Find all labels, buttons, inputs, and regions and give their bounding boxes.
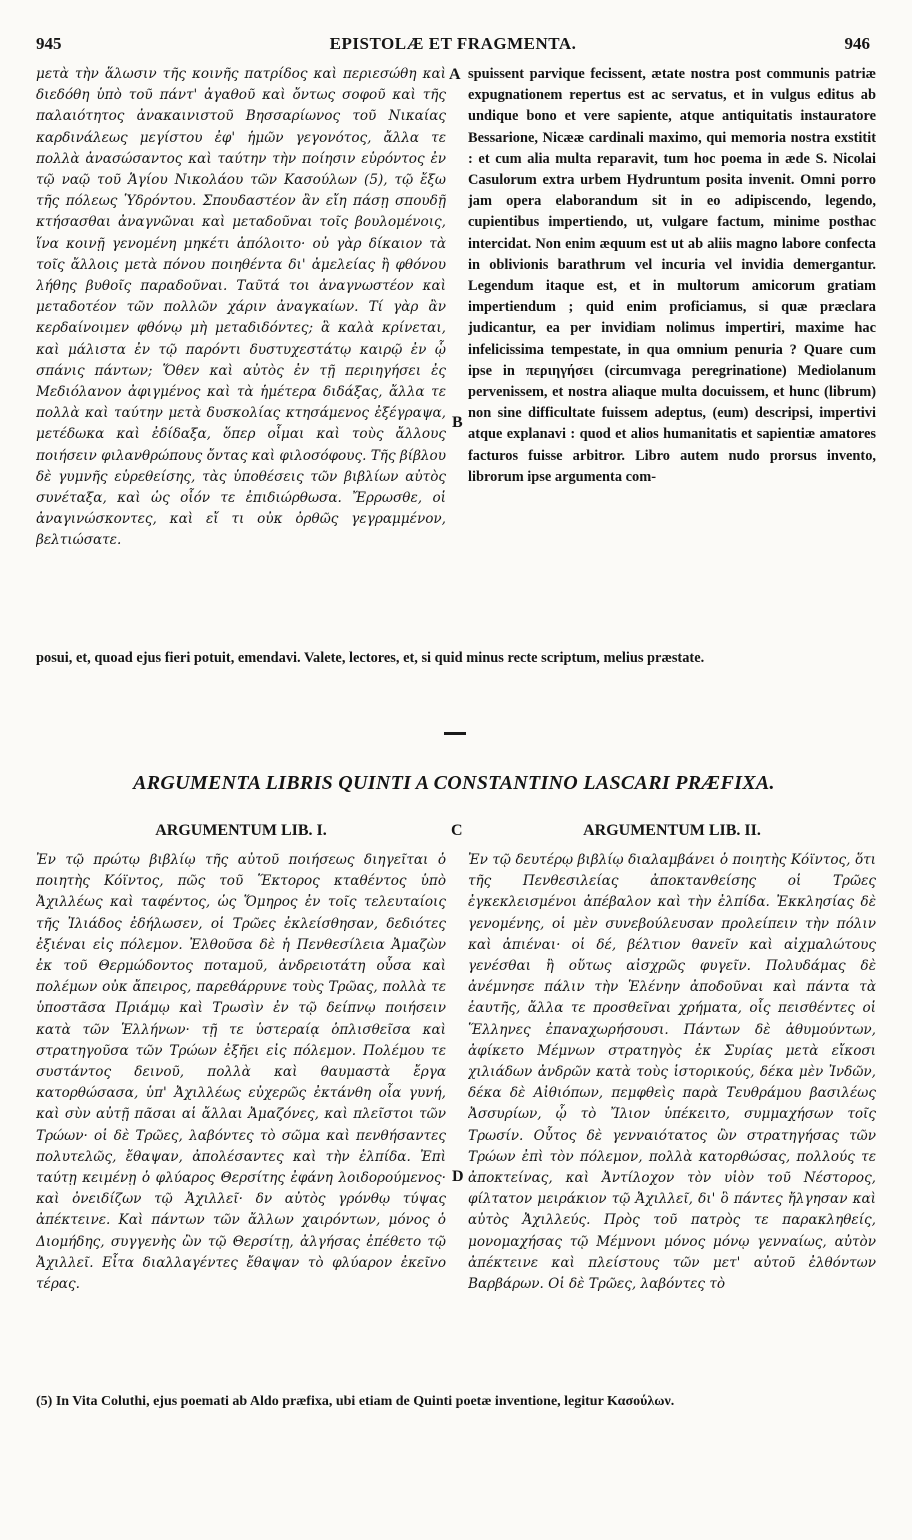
argument-book-2-text: Ἐν τῷ δευτέρῳ βιβλίῳ διαλαμβάνει ὁ ποιητὴς Κόϊντος, ὅτι τῆς Πενθεσιλείας ἀποκτανθείσης οἱ Τρῶες ἐγκεκλεισμένοι ἀπέβαλον καὶ τὴν ἐλπίδα. Ἐκκλησίας δὲ γενομένης, οἱ μὲν συνεβούλευσαν προλείπειν τὴν πόλιν καὶ ἀπιέναι· οἱ δέ, βέλτιον θανεῖν καὶ αἰχμαλώτους γενέσθαι ἢ οὕτως αἰσχρῶς φυγεῖν. Πολυδάμας δὲ ἀνέμνησε πάλιν τὴν Ἑλένην ἀποδοῦναι καὶ πάντα τὰ ἑαυτῆς, ἄλλα τε προσθεῖναι χρήματα, οἷς πεισθέντες οἱ Ἕλληνες ἐπαναχωρήσουσι. Πάντων δὲ ἀθυμούντων, ἀφίκετο Μέμνων στρατηγὸς ἐκ Συρίας μετὰ εἴκοσι χιλιάδων ἀνδρῶν κατὰ τοὺς ἱστορικούς, δέκα μὲν Ἰνδῶν, δέκα δὲ Αἰθιόπων, πεμφθεὶς παρὰ Τευθράμου βασιλέως Ἀσσυρίων, ᾧ τὸ Ἴλιον ὑπέκειτο, συμμαχήσων τοῖς Τρωσίν. Οὗτος δὲ γενναιότατος ὢν στρατηγήσας τῶν Τρώων ἐπὶ τὸν πόλεμον, πολλὰ κατορθώσας, πολλούς τε ἀποκτείνας, καὶ Ἀντίλοχον τὸν υἱὸν τοῦ Νέστορος, φίλτατον μειράκιον τῷ Ἀχιλλεῖ, δι' ὃ πάντες ἤλγησαν καὶ αὐτὸς Ἀχιλλεύς. Πρὸς τοῦ πατρὸς τε παρακληθείς, μονομαχήσας τῷ Μέμνονι μόνος μόνῳ γενναίως, αὐτὸν ἀπέκτεινε καὶ πλείστους τῶν μετ' αὐτοῦ ἐλθόντων Βαρβάρων. Οἱ δὲ Τρῶες, λαβόντες τὸ xyxy=(468,852,876,1293)
running-title: EPISTOLÆ ET FRAGMENTA. xyxy=(329,34,577,53)
margin-marker-d: D xyxy=(452,1168,464,1185)
section-title: ARGUMENTA LIBRIS QUINTI A CONSTANTINO LASCARI PRÆFIXA. xyxy=(133,772,775,794)
margin-marker-b: B xyxy=(452,414,463,431)
latin-epistle-column: spuissent parvique fecissent, ætate nostra post communis patriæ expugnationem repertus est ac servatus, et in vulgus editus ab undique bono et vere sapiente, atque antiquitatis instauratore Bessarione, Nicææ cardinali maximo, qui memoria nostra exstitit : et cum alia multa reparavit, tum hoc poema in æde S. Nicolai Casulorum extra urbem Hydruntum posita invenit. Omni porro jam opera elaborandum sit in eo adipiscendo, legendo, cupientibus impertiendo, ut, vulgare factum, minime posthac intercidat. Non enim æquum est ut ab aliis magno labore confecta in oblivionis barathrum vel incuria vel invidia demergantur. Legendum itaque est, et in multorum amicorum gratiam impertiendum ; quid enim proficiamus, si quæ præclara judicantur, ea per invidiam nolimus impertiri, maxime hac infelicissima tempestate, in qua omnium penuria ? Quare cum ipse in περιηγήσει (circumvaga peregrinatione) Mediolanum pervenissem, et nostra aliaque multa docuissem, et hunc (librum) non sine difficultate fuissem adeptus, (eum) descripsi, impertivi atque explanavi : quod et alios humanitatis et sapientiæ amatores facturos fuisse arbitror. Libro autem nudo prorsus invento, librorum ipse argumenta com- xyxy=(468,66,876,485)
argument-book-1-text: Ἐν τῷ πρώτῳ βιβλίῳ τῆς αὐτοῦ ποιήσεως διηγεῖται ὁ ποιητὴς Κόϊντος, πῶς τοῦ Ἕκτορος κταθέντος ὑπὸ Ἀχιλλέως καὶ ταφέντος, ὡς Ὅμηρος ἐν τοῖς τελευταίοις τῆς Ἰλιάδος ἐδήλωσεν, οἱ Τρῶες ἐκλείσθησαν, δεδιότες ἐξιέναι εἰς πόλεμον. Ἐλθοῦσα δὲ ἡ Πενθεσίλεια Ἀμαζὼν ἐκ τοῦ Θερμώδοντος ποταμοῦ, ἀνδρειοτάτη οὖσα καὶ πολέμων οὐκ ἄπειρος, παρεθάρρυνε τοὺς Τρῶας, πολλὰ τε ὑποστᾶσα Πριάμῳ καὶ Τρωσὶν ἐν τῷ δείπνῳ ποιήσειν κατὰ τῶν Ἑλλήνων· τῇ τε ὑστεραίᾳ ὁπλισθεῖσα καὶ στρατηγοῦσα τῶν Τρώων ἐξῆει εἰς πόλεμον. Πολέμου τε συστάντος δεινοῦ, πολλὰ καὶ θαυμαστὰ ἔργα κατορθώσασα, ὑπ' Ἀχιλλέως εὐχερῶς ἐκτάνθη οἷα γυνή, καὶ σὺν αὐτῇ πᾶσαι αἱ ἄλλαι Ἀμαζόνες, καὶ πλεῖστοι τῶν Τρώων· οἱ δὲ Τρῶες, λαβόντες τὸ σῶμα καὶ πενθήσαντες πολυτελῶς, ἔθαψαν, ἀπολέσαντες καὶ τὴν ἐλπίδα. Ἐπὶ ταύτῃ κειμένῃ ὁ φλύαρος Θερσίτης ἐφάνη λοιδορούμενος· καὶ ὀνειδίζων τῷ Ἀχιλλεῖ· δν αὐτὸς γρόνθῳ τύψας ἀπέκτεινε. Καὶ πάντων τῶν ἄλλων χαιρόντων, μόνος ὁ Διομήδης, συγγενὴς ὢν τῷ Θερσίτῃ, ἀλγήσας ἐπέθετο τῷ Ἀχιλλεῖ. Εἶτα διαλλαγέντες ἔθαψαν τὸ φλύαρον ἐκεῖνο τέρας. xyxy=(36,852,446,1293)
greek-epistle-column: μετὰ τὴν ἅλωσιν τῆς κοινῆς πατρίδος καὶ περιεσώθη καὶ διεδόθη ὑπὸ τοῦ πάντ' ἀγαθοῦ καὶ ὄντως σοφοῦ καὶ τῆς παλαιότητος ἀνακαινιστοῦ Βησσαρίωνος τοῦ Νικαίας καρδινάλεως μεγίστου ἐφ' ἡμῶν γεγονότος, ἄλλα τε πολλὰ ἀνασώσαντος καὶ ταύτην τὴν ποίησιν εὑρόντος ἐν τῷ ναῷ τοῦ Ἁγίου Νικολάου τῶν Κασούλων (5), τῷ ἔξω τῆς πόλεως Ὑδρόντου. Σπουδαστέον ἂν εἴη πάσῃ σπουδῇ κτήσασθαι ἀναγνῶναι καὶ μεταδοῦναι τοῖς βουλομένοις, ἵνα κοινῇ γενομένη μηκέτι ἀπόλοιτο· οὐ γὰρ δίκαιον τὰ τοῖς ἄλλοις μετὰ πόνου ποιηθέντα δι' ἀμελείας ἢ φθόνου λήθης βυθοῖς παραδοῦναι. Ταῦτά τοι ἀναγνωστέον καὶ μεταδοτέον τῶν πολλῶν χάριν ἀναγκαίων. Τί γὰρ ἂν κερδαίνοιμεν φθόνῳ μὴ μεταδιδόντες; ἃ καλὰ κρίνεται, καὶ μάλιστα ἐν τῷ παρόντι δυστυχεστάτῳ καιρῷ ἐν ᾧ σπάνις πάντων; Ὅθεν καὶ αὐτὸς ἐν τῇ περιηγήσει ἐς Μεδιόλανον ἀφιγμένος καὶ τὰ ἡμέτερα διδάξας, ἄλλα τε πολλὰ καὶ ταύτην μετὰ δυσκολίας κτησάμενος ἐξέγραψα, μετέδωκα καὶ ἐδίδαξα, ὅπερ οἶμαι καὶ τοὺς ἄλλους ποιήσειν φιλανθρώπους ὄντας καὶ φιλοσόφους. Τῆς βίβλου δὲ γυμνῆς εὑρεθείσης, τὰς ὑποθέσεις τῶν βιβλίων αὐτὸς συνέταξα, καὶ ὡς οἷόν τε ἐπιδιώρθωσα. Ἔρρωσθε, οἱ ἀναγινώσκοντες, καὶ εἴ τι οὐκ ὀρθῶς γεγραμμένον, βελτιώσατε. xyxy=(36,66,446,549)
latin-epistle-continuation: posui, et, quoad ejus fieri potuit, emendavi. Valete, lectores, et, si quid minus recte scriptum, melius præstate. xyxy=(36,650,705,666)
section-divider xyxy=(444,732,466,735)
argument-book-2-title: ARGUMENTUM LIB. II. xyxy=(583,822,761,839)
footnote: (5) In Vita Coluthi, ejus poemati ab Aldo præfixa, ubi etiam de Quinti poetæ inventione, legitur Κασούλων. xyxy=(36,1394,675,1409)
page-number-left: 945 xyxy=(36,34,62,53)
argument-book-1-title: ARGUMENTUM LIB. I. xyxy=(155,822,327,839)
margin-marker-a: A xyxy=(449,66,461,83)
margin-marker-c: C xyxy=(451,822,463,839)
page-header xyxy=(36,34,870,60)
page-number-right: 946 xyxy=(844,34,870,53)
